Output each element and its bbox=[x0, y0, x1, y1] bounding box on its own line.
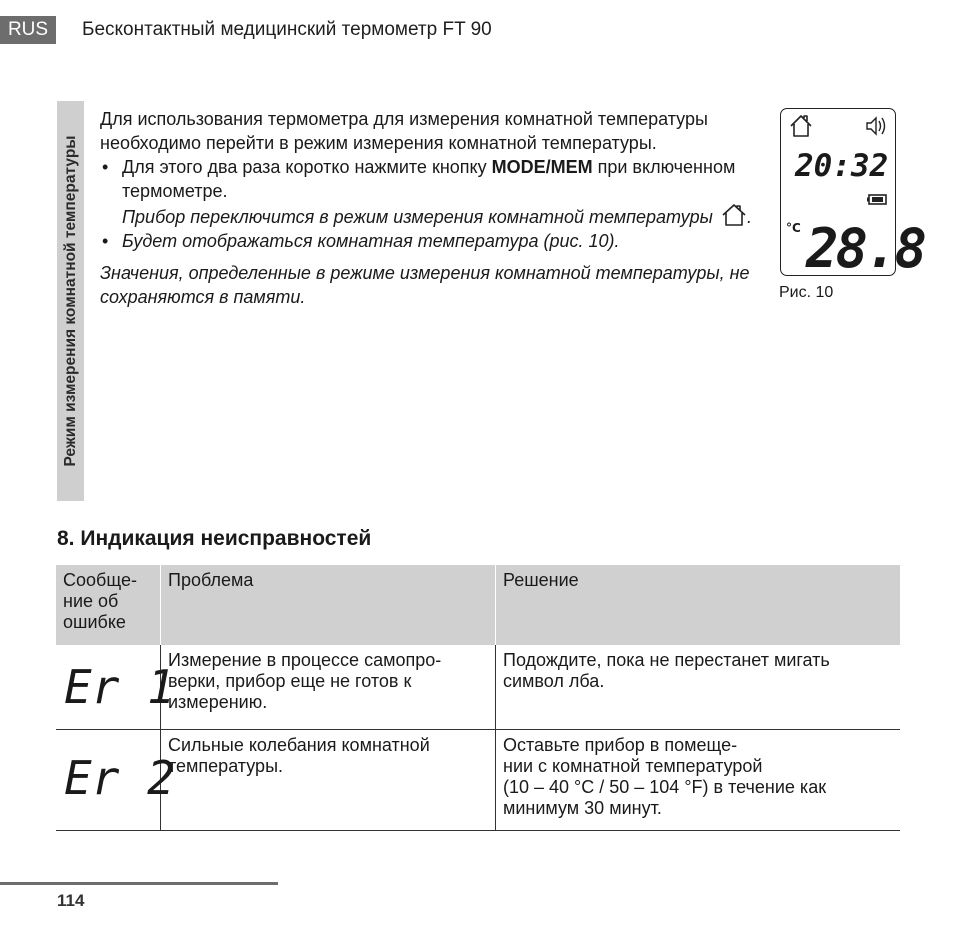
section-title: 8. Индикация неисправностей bbox=[57, 527, 372, 550]
unit-label: °C bbox=[786, 221, 801, 235]
language-badge: RUS bbox=[0, 16, 56, 44]
error-code-display bbox=[62, 744, 175, 805]
solution-cell: Подождите, пока не перестанет мигать символ лба. bbox=[503, 650, 830, 691]
table-row bbox=[56, 730, 900, 831]
time-readout: 20:32 bbox=[795, 148, 889, 184]
figure-caption: Рис. 10 bbox=[779, 284, 834, 301]
note-paragraph: Значения, определенные в режиме измерения комнатной температуры, не сохраняются в памяти. bbox=[100, 263, 750, 307]
table-row bbox=[56, 645, 900, 730]
side-tab bbox=[57, 101, 84, 501]
error-code: Er 1 bbox=[64, 660, 175, 714]
error-code: Er 2 bbox=[64, 751, 175, 805]
footer-rule bbox=[0, 882, 278, 885]
error-code-display bbox=[62, 659, 175, 714]
page-number: 114 bbox=[57, 891, 85, 910]
solution-cell: Оставьте прибор в помеще- нии с комнатной температурой (10 – 40 °C / 50 – 104 °F) в течение как минимум 30 минут. bbox=[503, 735, 827, 818]
error-code-cell bbox=[56, 730, 175, 830]
problem-cell: Измерение в процессе самопро- верки, прибор еще не готов к измерению. bbox=[161, 645, 496, 729]
body-text bbox=[100, 107, 760, 309]
column-header-solution: Решение bbox=[503, 570, 579, 590]
bullet-marker: • bbox=[102, 157, 109, 177]
bullet-marker: • bbox=[102, 231, 109, 251]
display-graphic bbox=[781, 109, 925, 280]
problem-cell: Сильные колебания комнатной температуры. bbox=[161, 730, 496, 830]
bullet-text-end: при включенном термометре. bbox=[122, 157, 736, 201]
speaker-icon bbox=[867, 118, 885, 134]
intro-paragraph: Для использования термометра для измерения комнатной температуры необходимо перейти в режим измерения комнатной температуры. bbox=[100, 109, 708, 153]
bullet-item bbox=[100, 229, 760, 253]
side-tab-label: Режим измерения комнатной температуры bbox=[61, 135, 79, 467]
error-table bbox=[56, 565, 900, 831]
bullet-note: Прибор переключится в режим измерения комнатной температуры bbox=[122, 207, 713, 227]
house-icon bbox=[721, 203, 747, 227]
table-header-row bbox=[56, 565, 900, 645]
document-header-title: Бесконтактный медицинский термометр FT 90 bbox=[82, 19, 492, 40]
house-icon bbox=[791, 116, 811, 136]
temperature-readout: 28.8 bbox=[806, 217, 925, 280]
bullet-item bbox=[100, 155, 760, 229]
mode-mem-key: MODE/MEM bbox=[491, 157, 593, 177]
bullet-text: Будет отображаться комнатная температура (рис. 10). bbox=[122, 231, 620, 251]
bullet-note-end: . bbox=[746, 207, 752, 227]
bullet-text: Для этого два раза коротко нажмите кнопку bbox=[122, 157, 492, 177]
thermometer-display bbox=[780, 108, 925, 280]
error-code-cell bbox=[56, 645, 175, 729]
column-header-message: Сообще- ние об ошибке bbox=[56, 565, 161, 645]
battery-icon bbox=[867, 195, 886, 204]
column-header-problem: Проблема bbox=[161, 565, 496, 645]
